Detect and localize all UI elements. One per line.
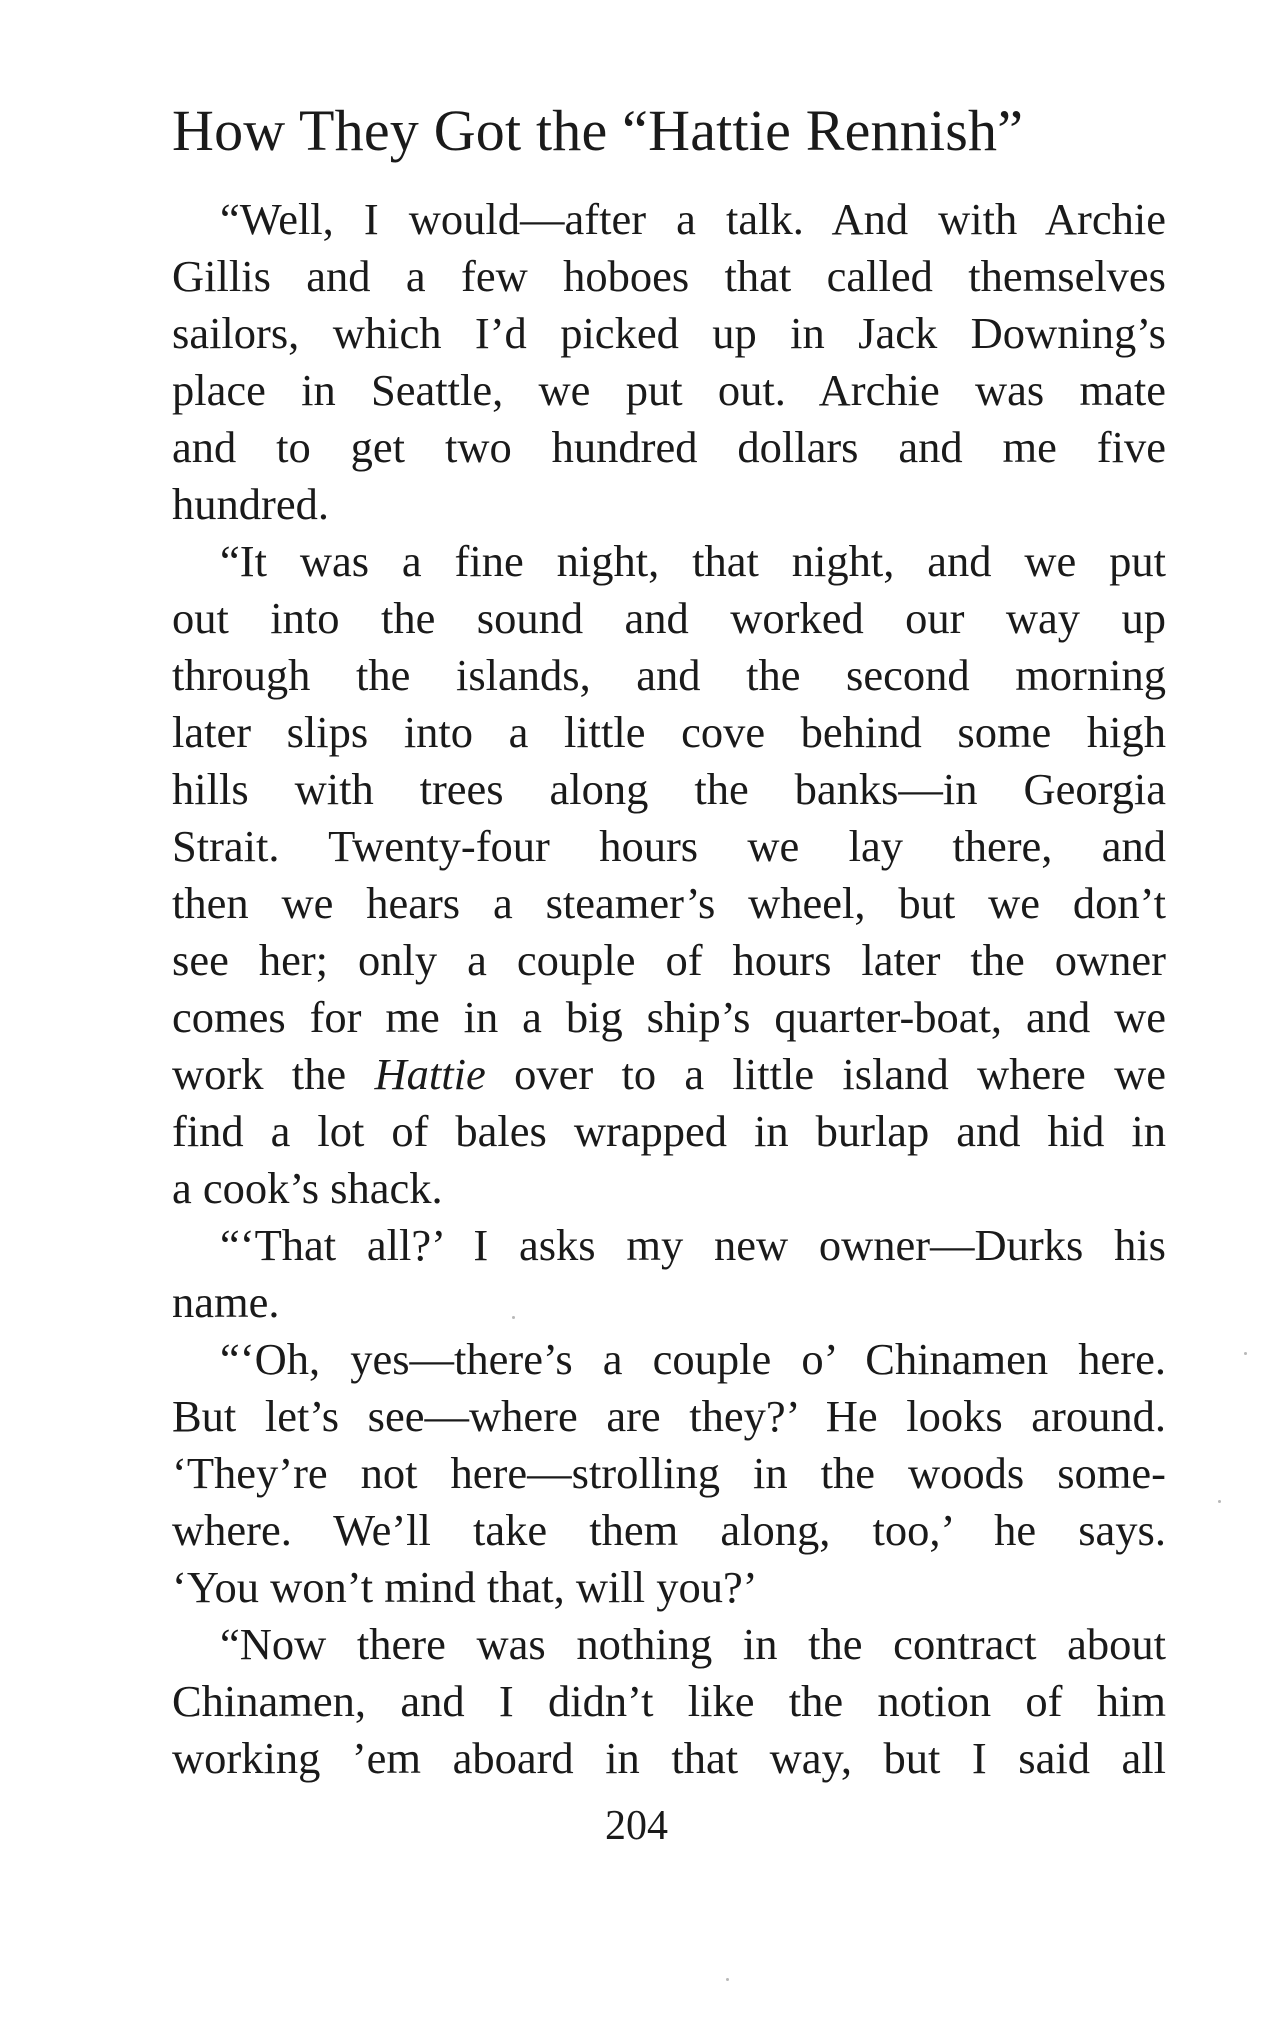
body-text (172, 191, 1166, 1787)
paper-speck (512, 1316, 515, 1319)
text-line: “Now there was nothing in the contract about (220, 1619, 1166, 1669)
ship-name-italic: Hattie (374, 1049, 486, 1099)
text-line: “Well, I would—after a talk. And with Archie (220, 194, 1166, 244)
text-line: through the islands, and the second morning (172, 650, 1166, 700)
text-line: comes for me in a big ship’s quarter-boat, and we (172, 992, 1166, 1042)
text-line: Gillis and a few hoboes that called themselves (172, 251, 1166, 301)
text-line: working ’em aboard in that way, but I said all (172, 1733, 1166, 1783)
paper-speck (726, 1978, 729, 1981)
text-line: see her; only a couple of hours later the owner (172, 935, 1166, 985)
running-head-close-quote: ” (997, 98, 1024, 163)
paper-speck (1218, 1500, 1221, 1503)
text-line: hills with trees along the banks—in Georgia (172, 764, 1166, 814)
text-line: later slips into a little cove behind some high (172, 707, 1166, 757)
paper-speck (1244, 1352, 1247, 1355)
running-head-open-quote: “ (622, 98, 649, 163)
running-head-title: Hattie Rennish (648, 98, 998, 163)
running-head-prefix: How They Got the (172, 98, 623, 163)
text-line: Chinamen, and I didn’t like the notion of him (172, 1676, 1166, 1726)
text-line: ‘They’re not here—strolling in the woods some- (172, 1448, 1166, 1498)
text-line: “‘Oh, yes—there’s a couple o’ Chinamen here. (220, 1334, 1166, 1384)
text-line: sailors, which I’d picked up in Jack Downing’s (172, 308, 1166, 358)
text-line: and to get two hundred dollars and me five (172, 422, 1166, 472)
text-line: But let’s see—where are they?’ He looks around. (172, 1391, 1166, 1441)
text-line: name. (172, 1277, 280, 1327)
text-line: “‘That all?’ I asks my new owner—Durks his (220, 1220, 1166, 1270)
text-line: a cook’s shack. (172, 1163, 443, 1213)
text-line: ‘You won’t mind that, will you?’ (172, 1562, 758, 1612)
text-line: hundred. (172, 479, 329, 529)
text-line: then we hears a steamer’s wheel, but we don’t (172, 878, 1166, 928)
text-line: work the Hattie over to a little island where we (172, 1049, 1166, 1099)
text-line: out into the sound and worked our way up (172, 593, 1166, 643)
running-head (172, 98, 1166, 164)
text-line: find a lot of bales wrapped in burlap and hid in (172, 1106, 1166, 1156)
text-line: where. We’ll take them along, too,’ he says. (172, 1505, 1166, 1555)
text-line: place in Seattle, we put out. Archie was mate (172, 365, 1166, 415)
text-line: Strait. Twenty-four hours we lay there, and (172, 821, 1166, 871)
page-number: 204 (605, 1803, 668, 1849)
text-line: “It was a fine night, that night, and we put (220, 536, 1166, 586)
